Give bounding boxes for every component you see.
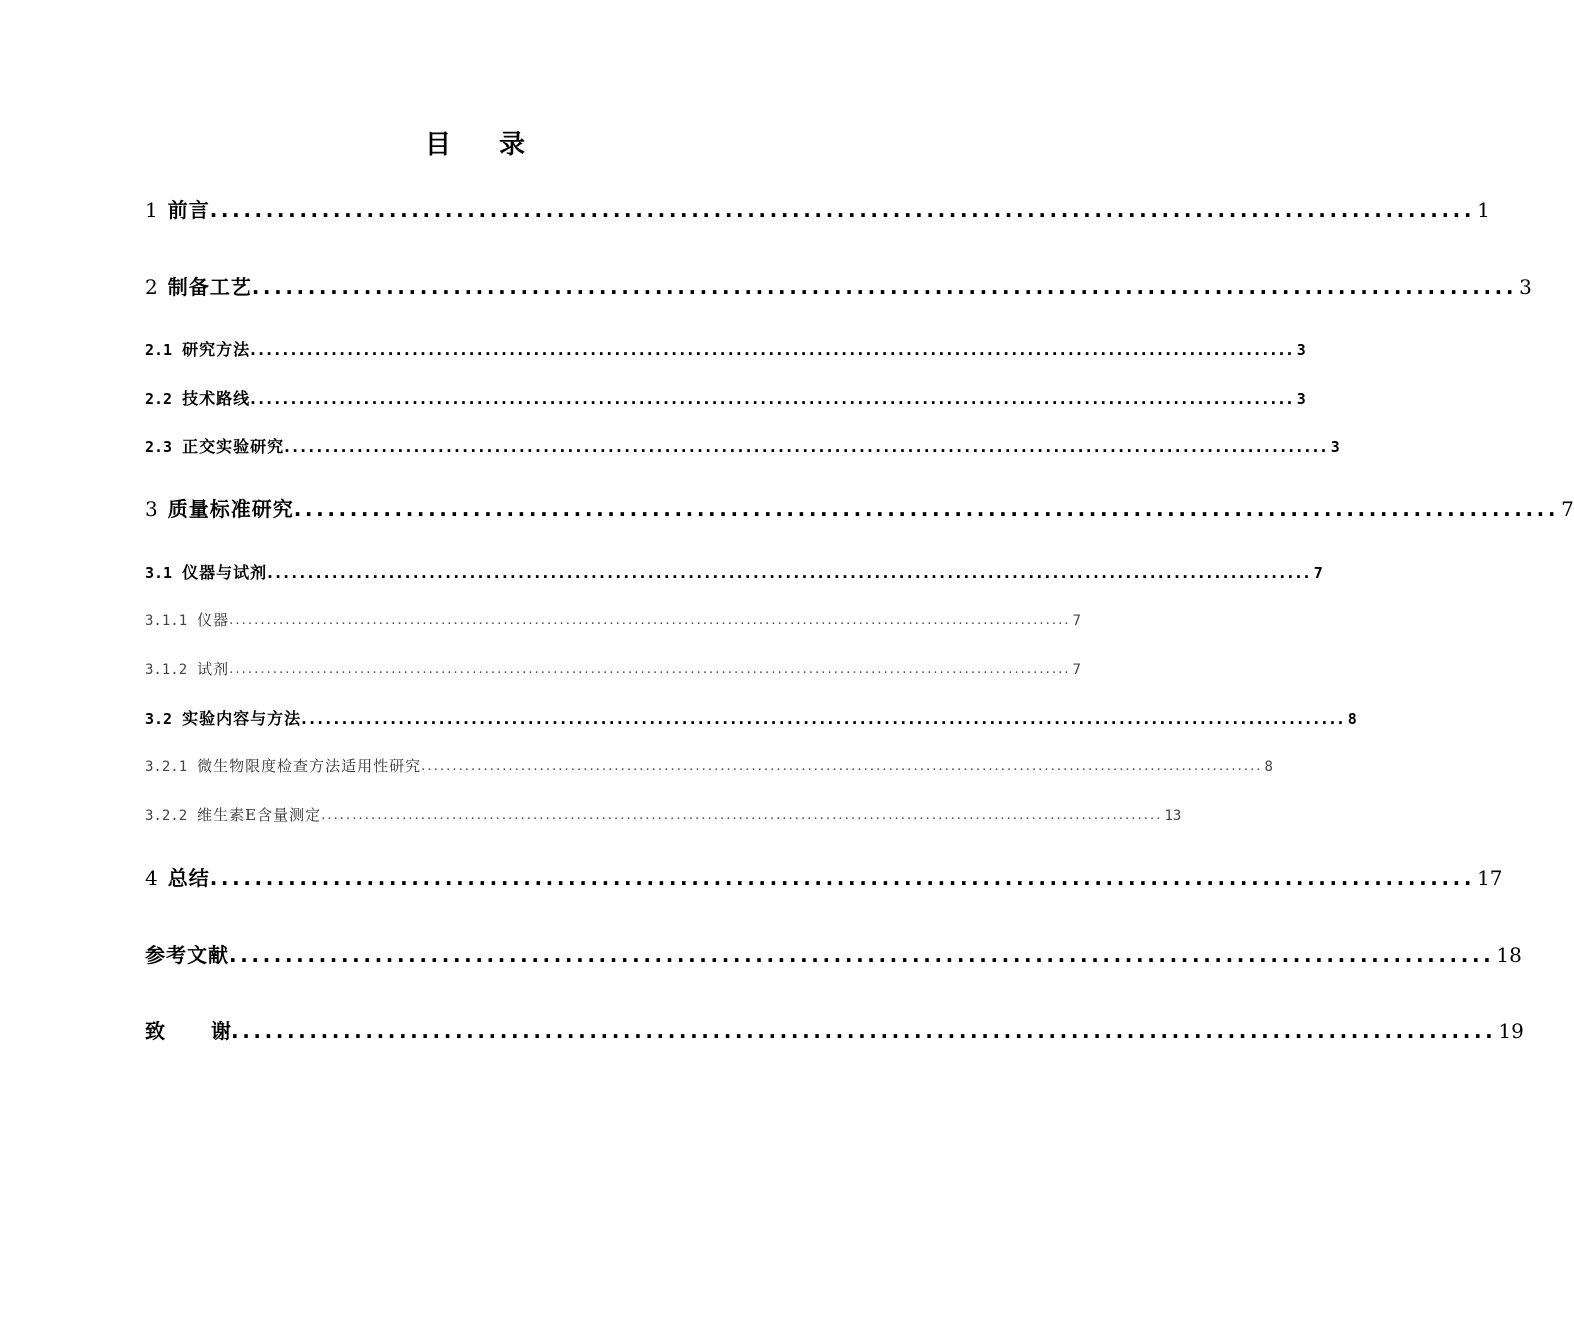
title-char-left: 目 <box>424 130 451 160</box>
toc-entry-acknowledgements[interactable] <box>145 1016 1524 1046</box>
toc-entry-research-method[interactable] <box>145 338 1306 362</box>
entry-page-number: 8 <box>1347 710 1357 728</box>
entry-label: 正交实验研究 <box>182 437 285 456</box>
toc-entry-reagents[interactable] <box>145 658 1081 682</box>
toc-entry-preparation-process[interactable] <box>145 272 1532 302</box>
entry-page-number: 3 <box>1296 390 1306 408</box>
entry-label: 研究方法 <box>182 340 251 359</box>
entry-page-number: 19 <box>1498 1019 1524 1043</box>
entry-label: 总结 <box>167 866 210 890</box>
entry-number: 2.1 <box>145 341 173 359</box>
dot-leader: ................................................................................................................. <box>231 1019 1497 1043</box>
entry-page-number: 8 <box>1264 759 1273 775</box>
entry-number: 3.2 <box>145 710 173 728</box>
entry-label: 维生素E含量测定 <box>197 806 322 824</box>
entry-label: 前言 <box>167 198 210 222</box>
entry-page-number: 7 <box>1072 613 1081 629</box>
entry-number: 3.1 <box>145 564 173 582</box>
entry-label: 参考文献 <box>145 943 229 967</box>
dot-leader: ................................................................................................................................. <box>301 710 1346 728</box>
toc-entry-summary[interactable] <box>145 863 1503 893</box>
toc-entry-references[interactable] <box>145 940 1522 970</box>
dot-leader: ....................................................................................................................................... <box>229 662 1071 677</box>
entry-number: 2.2 <box>145 390 173 408</box>
entry-number: 2.3 <box>145 438 173 456</box>
entry-page-number: 3 <box>1296 341 1306 359</box>
entry-label-right: 谢 <box>211 1019 231 1043</box>
dot-leader: ................................................................................................................................. <box>284 438 1329 456</box>
entry-number: 3.2.2 <box>145 808 188 824</box>
entry-page-number: 17 <box>1477 866 1503 890</box>
toc-entry-instruments[interactable] <box>145 609 1081 633</box>
entry-page-number: 7 <box>1561 497 1574 521</box>
dot-leader: ................................................................................................................. <box>209 866 1476 890</box>
entry-page-number: 7 <box>1072 662 1081 678</box>
dot-leader: ................................................................................................................. <box>251 275 1518 299</box>
entry-label: 仪器 <box>197 611 230 629</box>
toc-entry-preface[interactable] <box>145 195 1490 225</box>
dot-leader: ................................................................................................................................. <box>250 341 1295 359</box>
dot-leader: ................................................................................................................. <box>209 198 1476 222</box>
entry-label: 制备工艺 <box>167 275 252 299</box>
entry-label: 微生物限度检查方法适用性研究 <box>197 757 422 775</box>
toc-entry-microbial-limit-test[interactable] <box>145 755 1273 779</box>
entry-number: 3.2.1 <box>145 759 188 775</box>
entry-page-number: 3 <box>1330 438 1340 456</box>
toc-entry-instruments-reagents[interactable] <box>145 561 1323 585</box>
toc-entry-quality-standard[interactable] <box>145 494 1574 524</box>
entry-page-number: 7 <box>1313 564 1323 582</box>
entry-label: 试剂 <box>197 660 230 678</box>
toc-entry-vitamin-e-assay[interactable] <box>145 804 1182 828</box>
toc-entry-experiment-content[interactable] <box>145 707 1357 731</box>
dot-leader: ....................................................................................................................................... <box>321 808 1163 823</box>
entry-page-number: 1 <box>1477 198 1490 222</box>
entry-number: 3 <box>145 497 158 521</box>
entry-number: 4 <box>145 866 158 890</box>
entry-page-number: 3 <box>1519 275 1532 299</box>
page-title <box>0 124 950 161</box>
entry-number: 3.1.2 <box>145 662 188 678</box>
entry-page-number: 13 <box>1164 808 1182 824</box>
entry-label: 仪器与试剂 <box>182 563 268 582</box>
entry-label: 质量标准研究 <box>167 497 294 521</box>
dot-leader: ................................................................................................................................. <box>267 564 1312 582</box>
entry-page-number: 18 <box>1496 943 1522 967</box>
dot-leader: ................................................................................................................. <box>229 943 1495 967</box>
toc-entry-orthogonal-experiment[interactable] <box>145 435 1340 459</box>
entry-number: 2 <box>145 275 158 299</box>
dot-leader: ................................................................................................................................. <box>250 390 1295 408</box>
dot-leader: ....................................................................................................................................... <box>421 759 1263 774</box>
dot-leader: ................................................................................................................. <box>293 497 1560 521</box>
entry-number: 3.1.1 <box>145 613 188 629</box>
entry-label: 实验内容与方法 <box>182 709 302 728</box>
dot-leader: ....................................................................................................................................... <box>229 613 1071 628</box>
entry-label-left: 致 <box>145 1019 165 1043</box>
entry-label: 技术路线 <box>182 389 251 408</box>
toc-entry-technical-route[interactable] <box>145 387 1306 411</box>
entry-number: 1 <box>145 198 158 222</box>
title-char-right: 录 <box>499 130 526 160</box>
